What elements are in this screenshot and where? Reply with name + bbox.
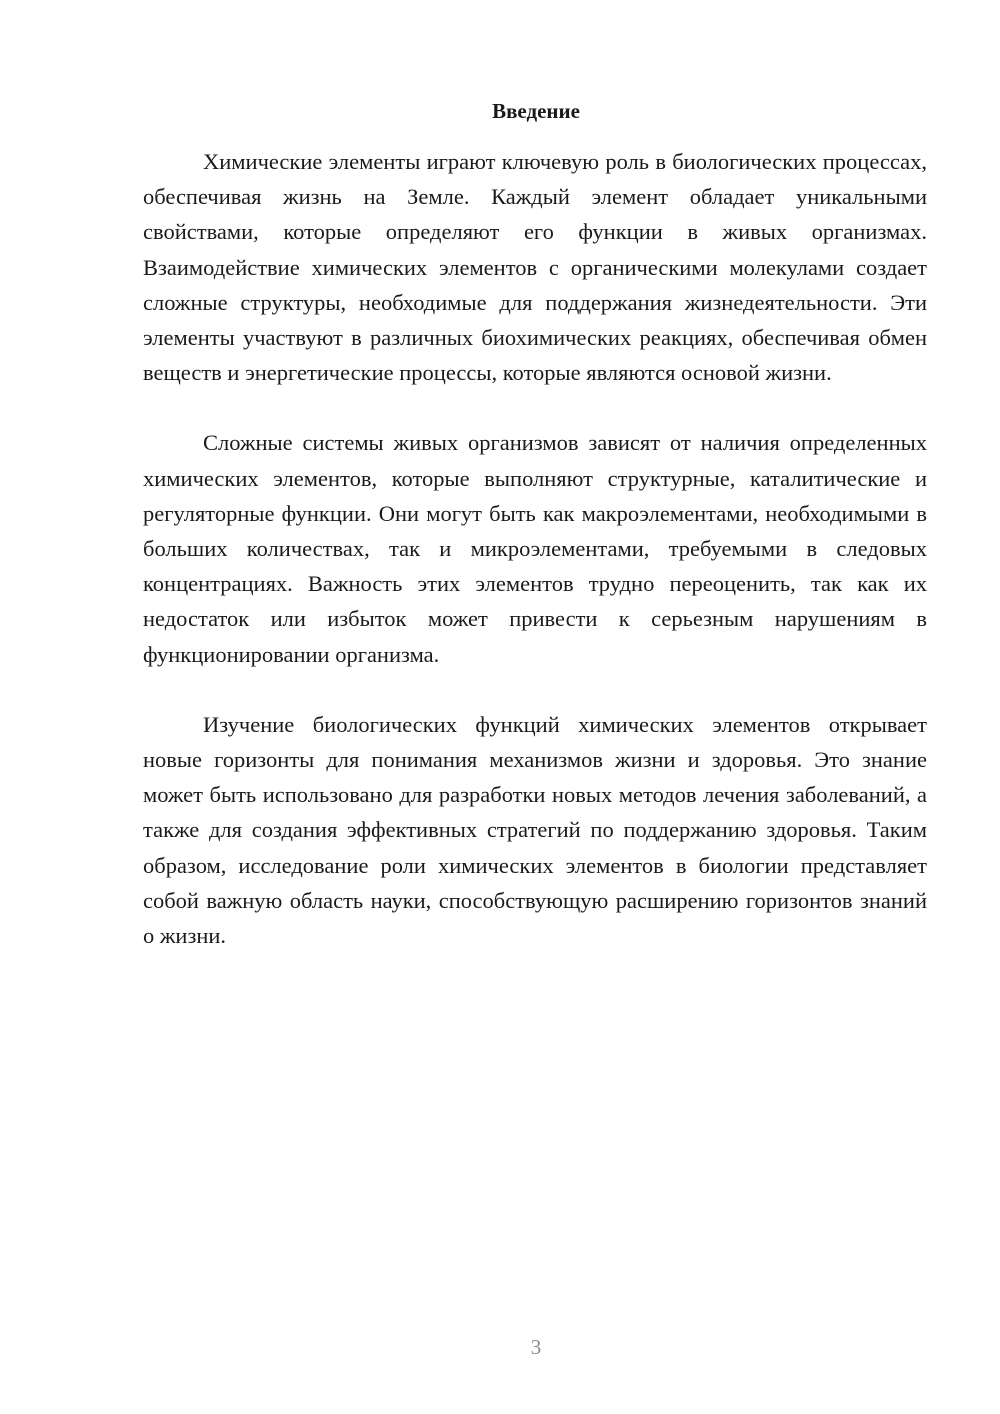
paragraph-1: Химические элементы играют ключевую роль в биологических процессах, обеспечивая жизнь на Земле. Каждый элемент обладает уникальными свойствами, которые определяют его функции в живых организмах. Взаимодействие химических элементов с органическими молекулами создает сложные структуры, необходимые для поддержания жизнедеятельности. Эти элементы участвуют в различных биохимических реакциях, обеспечивая обмен веществ и энергетические процессы, которые являются основой жизни. bbox=[143, 149, 927, 386]
document-body bbox=[143, 144, 927, 988]
page-title: Введение bbox=[492, 99, 580, 123]
paragraph-3: Изучение биологических функций химических элементов открывает новые горизонты для понимания механизмов жизни и здоровья. Это знание может быть использовано для разработки новых методов лечения заболеваний, а также для создания эффективных стратегий по поддержанию здоровья. Таким образом, исследование роли химических элементов в биологии представляет собой важную область науки, способствующую расширению горизонтов знаний о жизни. bbox=[143, 711, 927, 949]
page-number: 3 bbox=[530, 1335, 542, 1359]
paragraph-2: Сложные системы живых организмов зависят от наличия определенных химических элементов, которые выполняют структурные, каталитические и регуляторные функции. Они могут быть как макроэлементами, необходимыми в больших количествах, так и микроэлементами, требуемыми в следовых концентрациях. Важность этих элементов трудно переоценить, так как их недостаток или избыток может привести к серьезным нарушениям в функционировании организма. bbox=[143, 430, 927, 667]
